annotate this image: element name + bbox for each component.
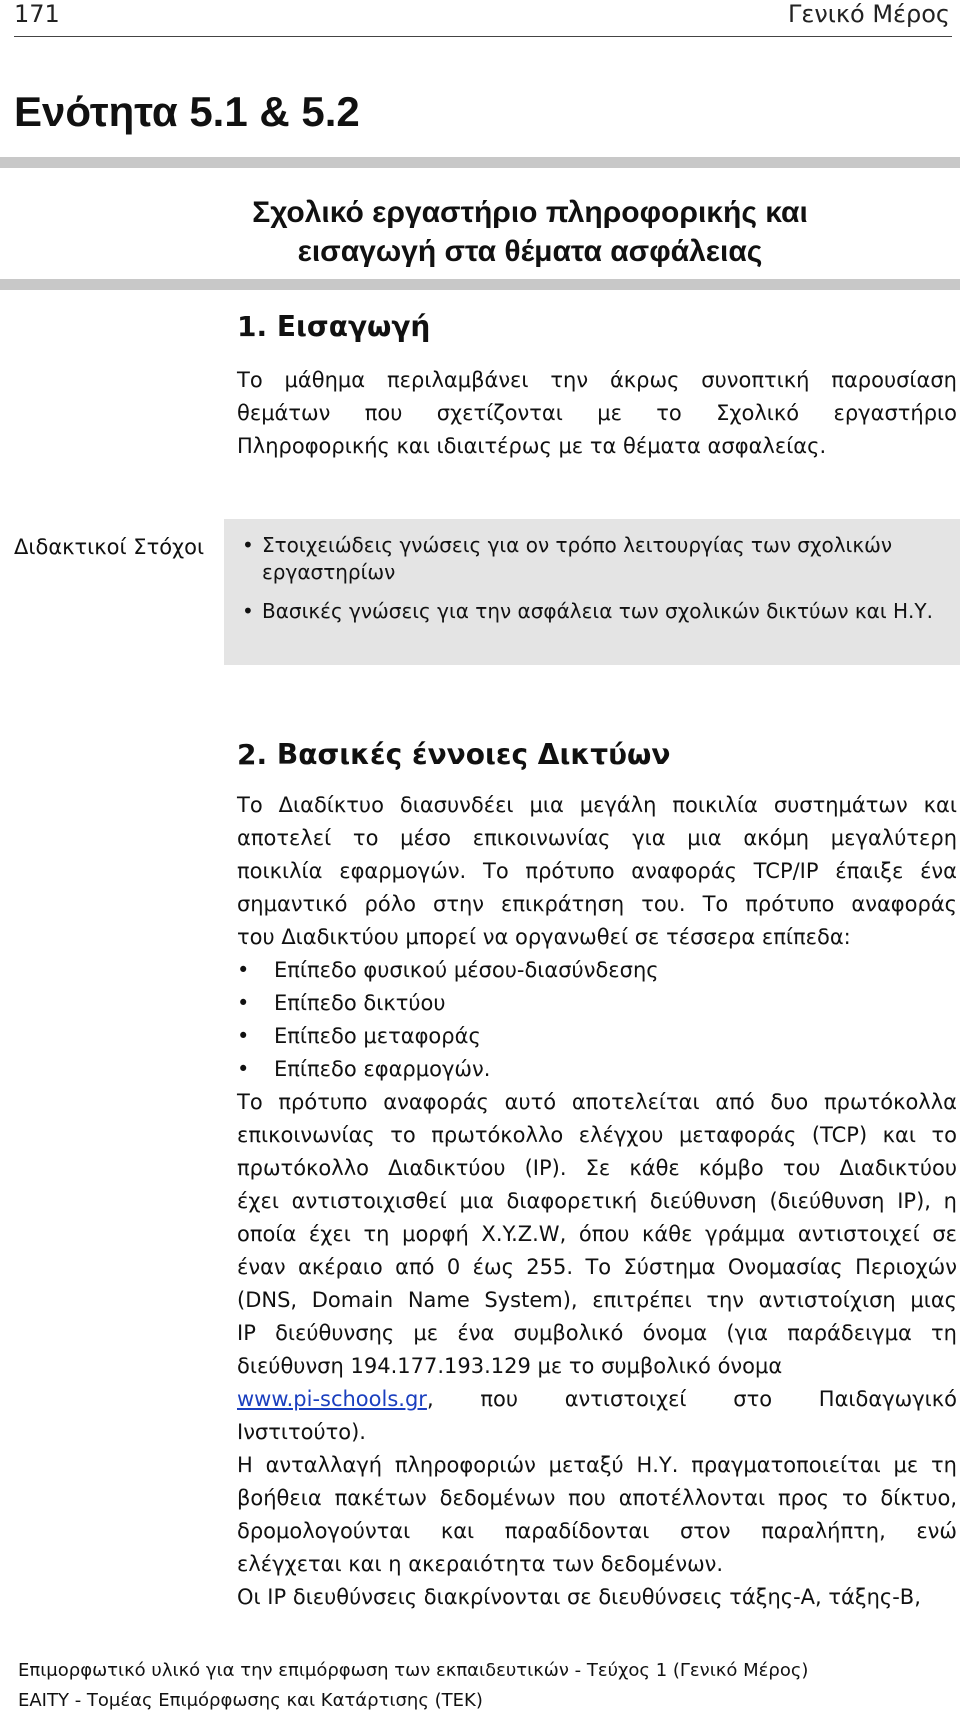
bullet-icon: • bbox=[237, 958, 250, 982]
paragraph-line: Ινστιτούτο). bbox=[237, 1420, 366, 1444]
objectives-box bbox=[224, 519, 960, 665]
objective-item bbox=[242, 598, 960, 625]
bullet-icon: • bbox=[237, 1024, 250, 1048]
subtitle-line: Σχολικό εργαστήριο πληροφορικής και bbox=[252, 196, 808, 229]
intro-line: θεμάτων που σχετίζονται με το Σχολικό εργαστήριο bbox=[237, 401, 957, 425]
paragraph-line: διεύθυνση 194.177.193.129 με το συμβολικό όνομα bbox=[237, 1354, 783, 1378]
pi-schools-link[interactable]: www.pi-schools.gr bbox=[237, 1387, 427, 1411]
footer-line: Επιμορφωτικό υλικό για την επιμόρφωση των εκπαιδευτικών - Τεύχος 1 (Γενικό Μέρος) bbox=[18, 1660, 809, 1681]
layer-name: Επίπεδο μεταφοράς bbox=[274, 1024, 481, 1048]
intro-line: Πληροφορικής και ιδιαιτέρως με τα θέματα ασφαλείας. bbox=[237, 434, 827, 458]
bullet-icon: • bbox=[242, 533, 254, 557]
paragraph-line bbox=[237, 1383, 957, 1416]
paragraph-line: έχει αντιστοιχισθεί μια διαφορετική διεύθυνση (διεύθυνση IP), η bbox=[237, 1189, 957, 1213]
paragraph-line: Το πρότυπο αναφοράς αυτό αποτελείται από δυο πρωτόκολλα bbox=[237, 1090, 957, 1114]
paragraph-line: οποία έχει τη μορφή X.Y.Z.W, όπου κάθε γράμμα αντιστοιχεί σε bbox=[237, 1222, 957, 1246]
footer-line: ΕΑΙΤΥ - Τομέας Επιμόρφωσης και Κατάρτισης (ΤΕΚ) bbox=[18, 1690, 483, 1711]
paragraph-line: (DNS, Domain Name System), επιτρέπει την αντιστοίχιση μιας bbox=[237, 1288, 957, 1312]
layer-name: Επίπεδο εφαρμογών. bbox=[274, 1057, 491, 1081]
intro-heading: 1. Εισαγωγή bbox=[237, 310, 431, 343]
divider-bar-top bbox=[0, 157, 960, 168]
objective-item bbox=[242, 532, 960, 586]
running-header-title: Γενικό Μέρος bbox=[787, 0, 950, 28]
section-title: Ενότητα 5.1 & 5.2 bbox=[14, 88, 360, 135]
paragraph-line: βοήθεια πακέτων δεδομένων που αποτέλλονται προς το δίκτυο, bbox=[237, 1486, 957, 1510]
paragraph-line: Οι IP διευθύνσεις διακρίνονται σε διευθύνσεις τάξης-A, τάξης-B, bbox=[237, 1585, 921, 1609]
header-rule bbox=[14, 36, 952, 37]
paragraph-line: IP διεύθυνσης με ένα συμβολικό όνομα (για παράδειγμα τη bbox=[237, 1321, 957, 1345]
paragraph-line: επικοινωνίας το πρωτόκολλο ελέγχου μεταφοράς (TCP) και το bbox=[237, 1123, 957, 1147]
bullet-icon: • bbox=[237, 1057, 250, 1081]
divider-bar-bottom bbox=[0, 279, 960, 290]
page-number: 171 bbox=[14, 0, 60, 28]
objective-text: Βασικές γνώσεις για την ασφάλεια των σχολικών δικτύων και Η.Υ. bbox=[262, 599, 933, 623]
bullet-icon: • bbox=[237, 991, 250, 1015]
layer-name: Επίπεδο φυσικού μέσου-διασύνδεσης bbox=[274, 958, 659, 982]
link-trailing-text: , που αντιστοιχεί στο Παιδαγωγικό bbox=[426, 1387, 957, 1411]
paragraph-line: Το Διαδίκτυο διασυνδέει μια μεγάλη ποικιλία συστημάτων και bbox=[237, 793, 957, 817]
subtitle-line: εισαγωγή στα θέματα ασφάλειας bbox=[297, 235, 763, 268]
networks-heading: 2. Βασικές έννοιες Δικτύων bbox=[237, 738, 671, 771]
objective-text: Στοιχειώδεις γνώσεις για ον τρόπο λειτουργίας των σχολικών εργαστηρίων bbox=[262, 533, 893, 584]
paragraph-line: Η ανταλλαγή πληροφοριών μεταξύ Η.Υ. πραγματοποιείται με τη bbox=[237, 1453, 957, 1477]
bullet-icon: • bbox=[242, 599, 254, 623]
paragraph-line: σημαντικό ρόλο στην επικράτηση του. Το πρότυπο αναφοράς bbox=[237, 892, 957, 916]
paragraph-line: ελέγχεται και η ακεραιότητα των δεδομένων. bbox=[237, 1552, 724, 1576]
objectives-label: Διδακτικοί Στόχοι bbox=[14, 535, 205, 559]
paragraph-line: δρομολογούνται και παραδίδονται στον παραλήπτη, ενώ bbox=[237, 1519, 957, 1543]
paragraph-line: έναν ακέραιο από 0 έως 255. Το Σύστημα Ονομασίας Περιοχών bbox=[237, 1255, 957, 1279]
paragraph-line: ποικιλία εφαρμογών. Το πρότυπο αναφοράς TCP/IP έπαιξε ένα bbox=[237, 859, 957, 883]
chapter-subtitle bbox=[200, 193, 860, 271]
paragraph-line: πρωτόκολλο Διαδικτύου (IP). Σε κάθε κόμβο του Διαδικτύου bbox=[237, 1156, 957, 1180]
paragraph-line: του Διαδικτύου μπορεί να οργανωθεί σε τέσσερα επίπεδα: bbox=[237, 925, 851, 949]
paragraph-line: αποτελεί το μέσο επικοινωνίας για μια ακόμη μεγαλύτερη bbox=[237, 826, 957, 850]
intro-line: Το μάθημα περιλαμβάνει την άκρως συνοπτική παρουσίαση bbox=[237, 368, 957, 392]
layer-name: Επίπεδο δικτύου bbox=[274, 991, 446, 1015]
